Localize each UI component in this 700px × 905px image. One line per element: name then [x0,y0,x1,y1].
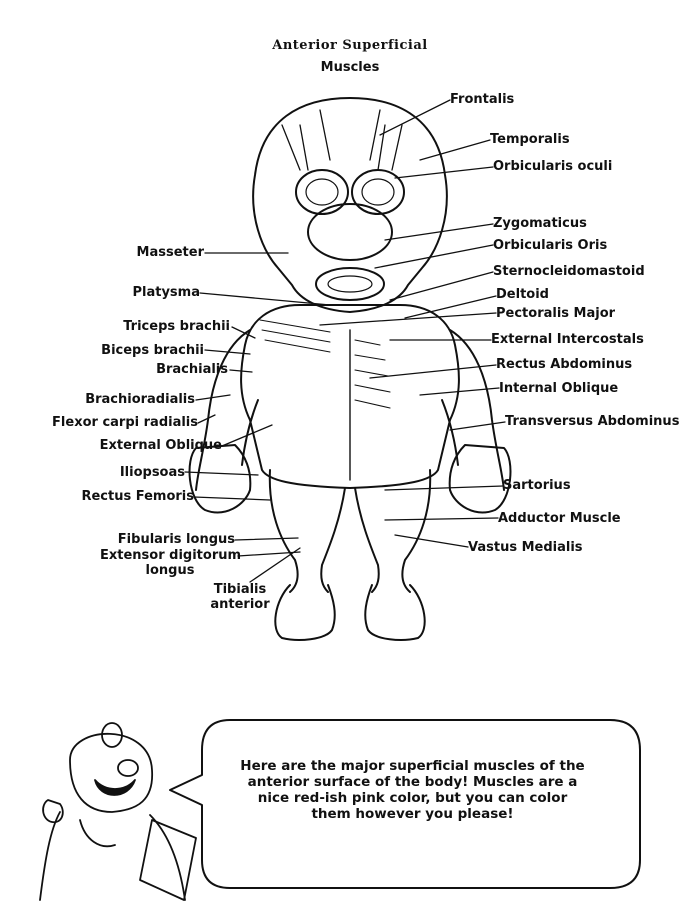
label-sternocleidomastoid: Sternocleidomastoid [493,264,645,279]
right-foot [365,585,424,640]
right-arm-inner [442,400,458,465]
label-adductor-muscle: Adductor Muscle [498,511,621,526]
tibialis-line2: anterior [210,597,270,612]
label-orbicularis-oris: Orbicularis Oris [493,238,608,253]
label-brachioradialis: Brachioradialis [85,392,195,407]
label-internal-oblique: Internal Oblique [499,381,619,396]
label-triceps-brachii: Triceps brachii [123,319,230,334]
nose [308,204,392,260]
left-foot [275,585,334,640]
extensor-digitorum-line1: Extensor digitorum [100,548,242,563]
left-arm [196,330,250,490]
label-biceps-brachii: Biceps brachii [101,343,204,358]
frontalis-muscle [282,110,402,170]
speech-bubble-text: Here are the major superficial muscles of the anterior surface of the body! Muscles are a nice red-ish pink color, but you can color them however you please! [240,758,585,822]
label-sartorius: Sartorius [503,478,571,493]
label-external-intercostals: External Intercostals [491,332,644,347]
label-vastus-medialis: Vastus Medialis [468,540,583,555]
label-masseter: Masseter [136,245,204,260]
doctor-character [40,723,196,900]
diagram-subtitle: Muscles [320,60,380,75]
left-leg-inner [321,488,345,592]
label-orbicularis-oculi: Orbicularis oculi [493,159,613,174]
right-arm [450,330,504,490]
left-eye [296,170,348,214]
label-tibialis-anterior [205,582,275,612]
label-pectoralis-major: Pectoralis Major [496,306,616,321]
left-hand [190,445,251,512]
label-flexor-carpi-radialis: Flexor carpi radialis [52,415,198,430]
label-platysma: Platysma [132,285,200,300]
label-rectus-femoris: Rectus Femoris [81,489,194,504]
label-brachialis: Brachialis [156,362,228,377]
tibialis-line1: Tibialis [213,582,267,597]
extensor-digitorum-line2: longus [145,563,195,578]
left-leg [270,470,298,592]
diagram-title: Anterior Superficial [272,38,428,53]
right-hand [450,445,511,512]
label-extensor-digitorum-longus [100,548,240,578]
rib-lines [355,340,390,408]
label-fibularis-longus: Fibularis longus [117,532,235,547]
right-leg-inner [355,488,379,592]
label-external-oblique: External Oblique [99,438,222,453]
label-temporalis: Temporalis [490,132,570,147]
label-frontalis: Frontalis [450,92,515,107]
label-iliopsoas: Iliopsoas [119,465,185,480]
right-eye [352,170,404,214]
label-deltoid: Deltoid [496,287,549,302]
label-transversus-abdominus: Transversus Abdominus [505,414,680,429]
label-zygomaticus: Zygomaticus [493,216,587,231]
label-rectus-abdominus: Rectus Abdominus [496,357,633,372]
mouth [316,268,384,300]
